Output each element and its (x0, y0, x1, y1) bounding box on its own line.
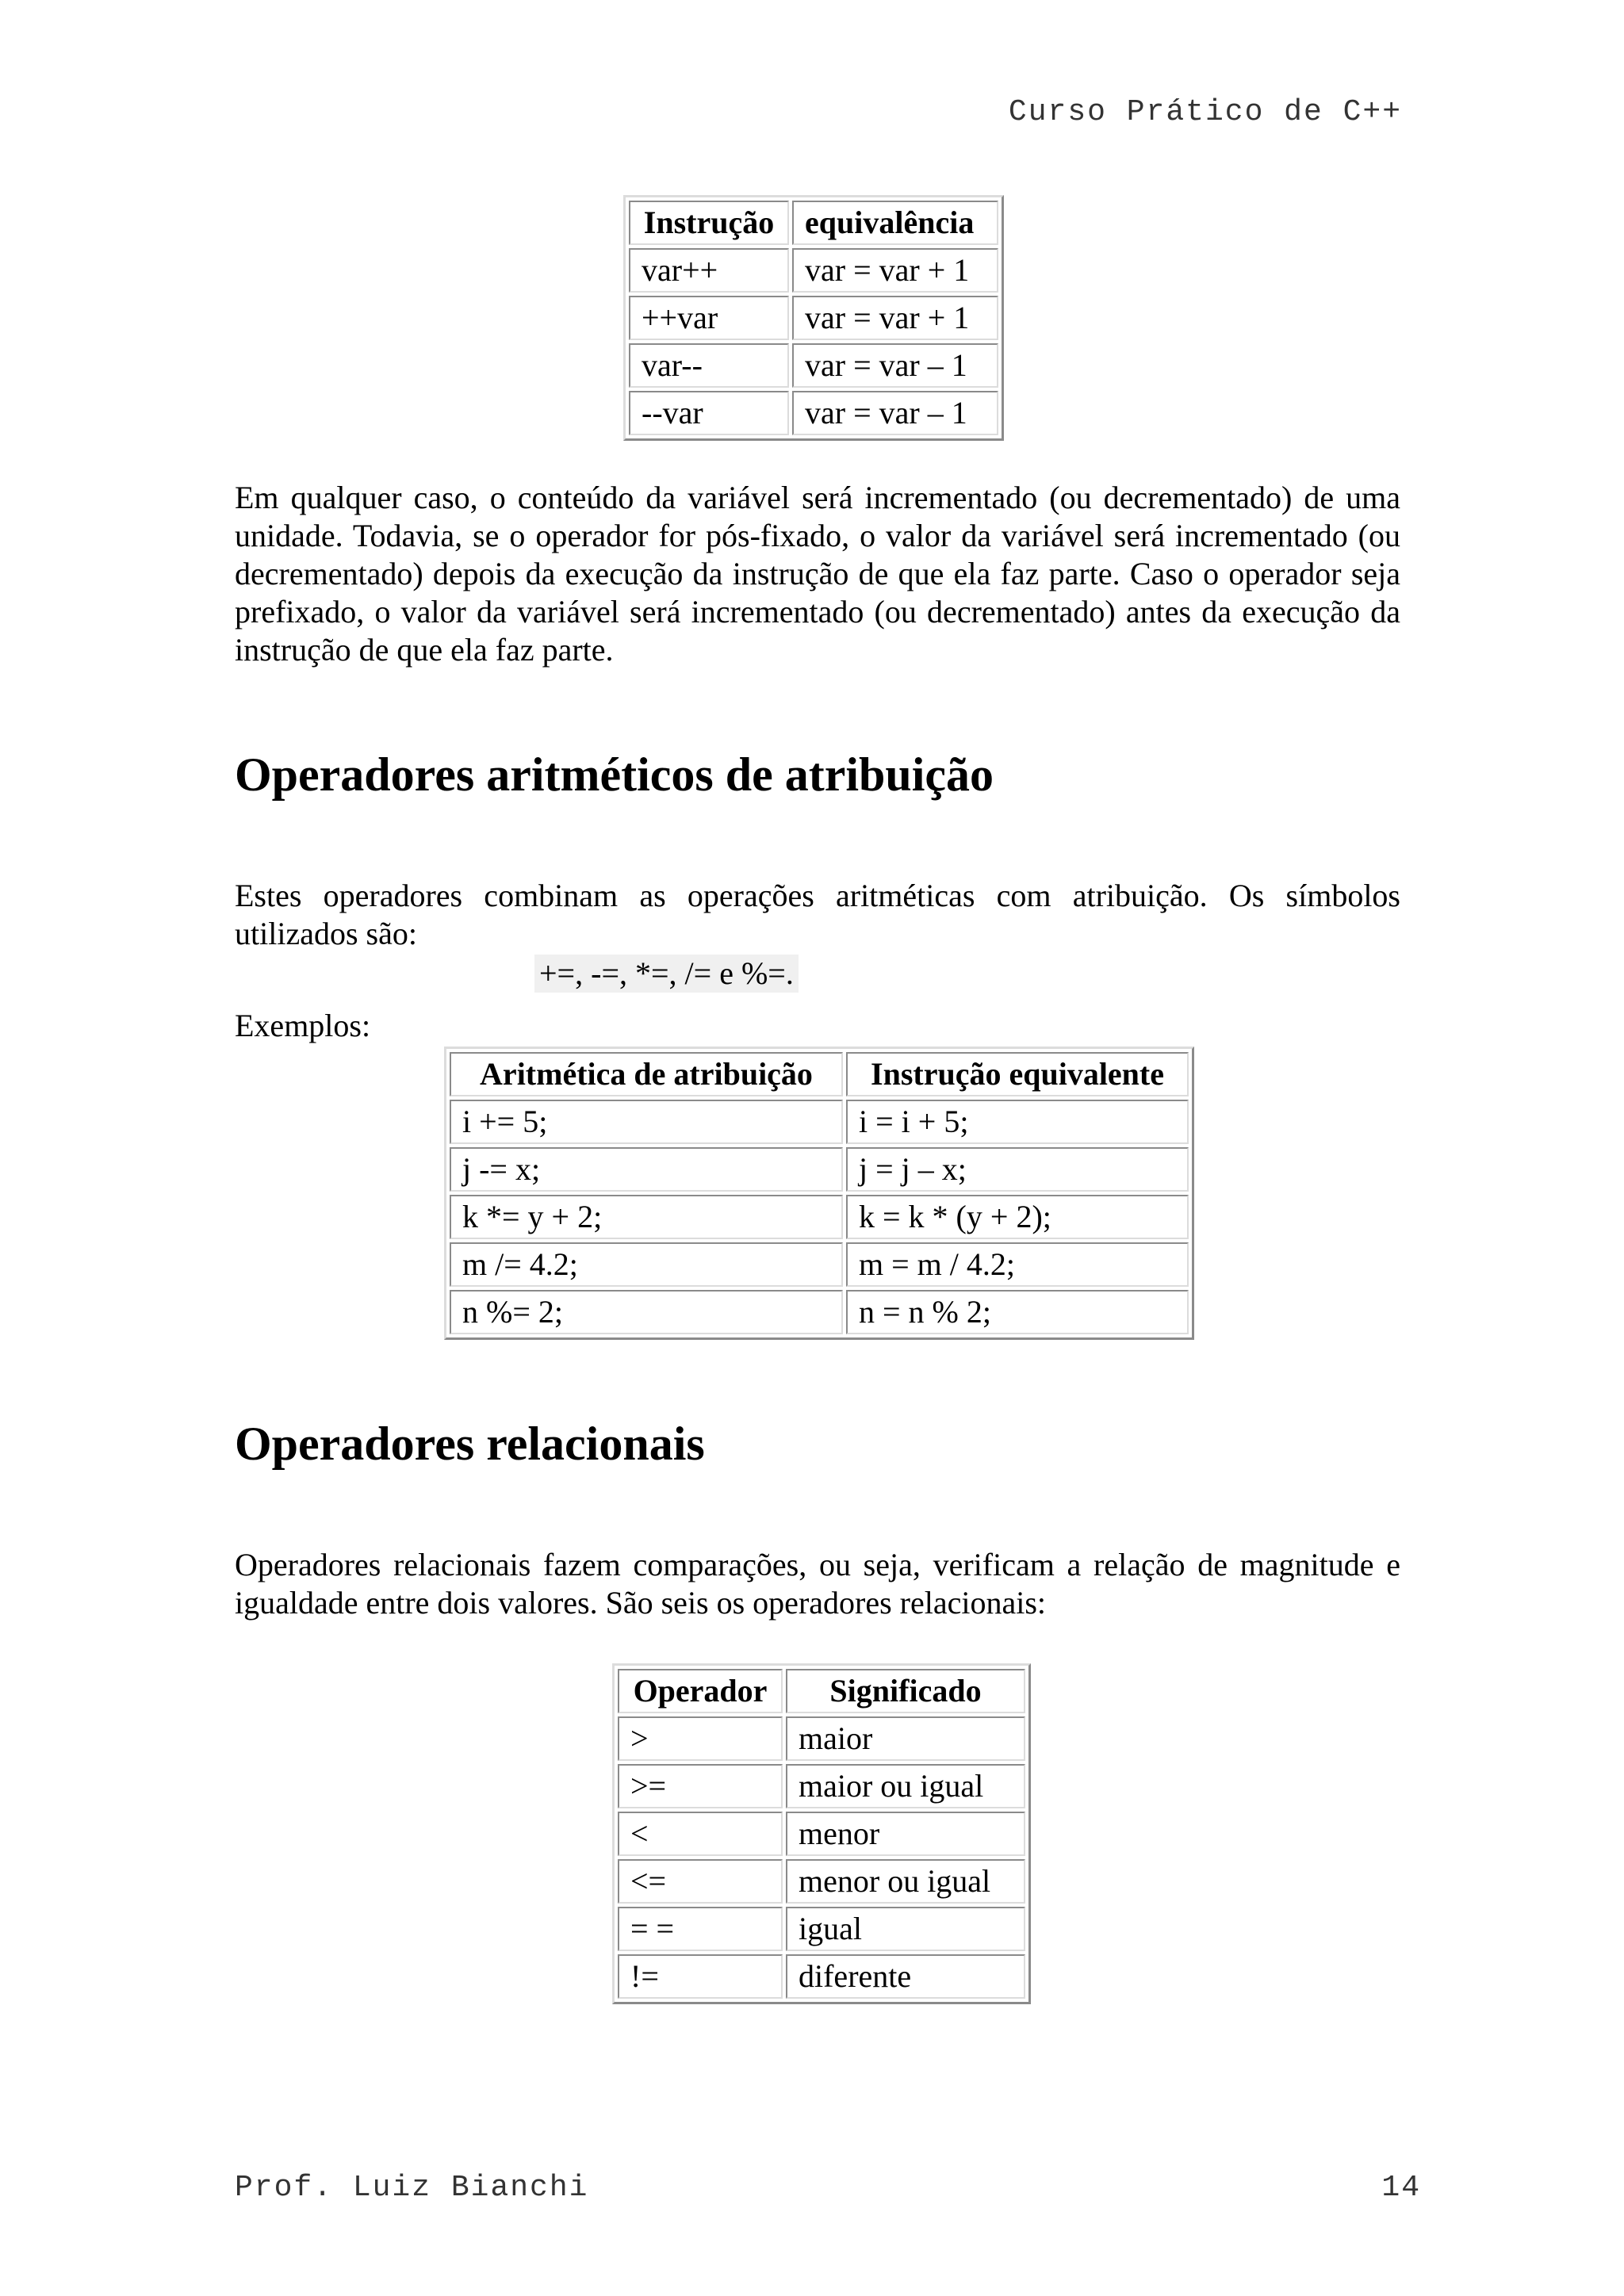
table-cell: var-- (629, 343, 789, 388)
table-header-cell: equivalência (792, 201, 998, 245)
table-cell: var = var + 1 (792, 296, 998, 340)
table-row (618, 1764, 1025, 1808)
table-cell: j = j – x; (846, 1147, 1189, 1192)
table-cell: <= (618, 1859, 783, 1904)
table-cell: var = var – 1 (792, 343, 998, 388)
table-cell: --var (629, 391, 789, 435)
table-row (618, 1859, 1025, 1904)
table-row (450, 1242, 1189, 1287)
table-cell: menor (786, 1812, 1025, 1856)
table-row (450, 1290, 1189, 1334)
section-title-arithmetic-assignment: Operadores aritméticos de atribuição (235, 748, 994, 801)
relational-operators-table (612, 1663, 1031, 2004)
increment-table (623, 195, 1004, 441)
page-number: 14 (1381, 2171, 1421, 2205)
table-cell: j -= x; (450, 1147, 843, 1192)
paragraph-relational-intro: Operadores relacionais fazem comparações, ou seja, verificam a relação de magnitude e igualdade entre dois valores. São seis os operadores relacionais: (235, 1547, 1400, 1621)
table-row (450, 1195, 1189, 1239)
table-cell: m /= 4.2; (450, 1242, 843, 1287)
paragraph-increment-explanation: Em qualquer caso, o conteúdo da variável será incrementado (ou decrementado) de uma unidade. Todavia, se o operador for pós-fixado, o valor da variável será incrementado (ou decrementado) depois da execução da instrução de que ela faz parte. Caso o operador seja prefixado, o valor da variável será incrementado (ou decrementado) antes da execução da instrução de que ela faz parte. (235, 480, 1400, 668)
paragraph-arithmetic-intro: Estes operadores combinam as operações aritméticas com atribuição. Os símbolos utilizados são: (235, 878, 1400, 951)
examples-label: Exemplos: (235, 1008, 371, 1043)
table-row (629, 391, 998, 435)
table-header-cell: Aritmética de atribuição (450, 1052, 843, 1096)
table-row (629, 248, 998, 293)
table-cell: var++ (629, 248, 789, 293)
table-row (629, 343, 998, 388)
table-header-cell: Instrução (629, 201, 789, 245)
table-cell: k = k * (y + 2); (846, 1195, 1189, 1239)
table-cell: != (618, 1954, 783, 1999)
table-row (618, 1907, 1025, 1951)
arithmetic-assignment-table (444, 1047, 1194, 1340)
table-cell: var = var + 1 (792, 248, 998, 293)
table-cell: >= (618, 1764, 783, 1808)
section-title-relational: Operadores relacionais (235, 1418, 705, 1470)
table-header-row (450, 1052, 1189, 1096)
table-row (629, 296, 998, 340)
table-header-cell: Significado (786, 1669, 1025, 1713)
table-cell: n %= 2; (450, 1290, 843, 1334)
table-row (618, 1716, 1025, 1761)
table-cell: < (618, 1812, 783, 1856)
table-row (450, 1100, 1189, 1144)
table-cell: maior (786, 1716, 1025, 1761)
table-cell: k *= y + 2; (450, 1195, 843, 1239)
table-cell: m = m / 4.2; (846, 1242, 1189, 1287)
assignment-symbols: +=, -=, *=, /= e %=. (534, 955, 799, 993)
table-row (618, 1812, 1025, 1856)
table-header-row (629, 201, 998, 245)
table-header-cell: Instrução equivalente (846, 1052, 1189, 1096)
table-cell: > (618, 1716, 783, 1761)
table-row (450, 1147, 1189, 1192)
table-cell: diferente (786, 1954, 1025, 1999)
table-cell: = = (618, 1907, 783, 1951)
table-cell: n = n % 2; (846, 1290, 1189, 1334)
page-footer-author: Prof. Luiz Bianchi (235, 2171, 589, 2205)
table-cell: ++var (629, 296, 789, 340)
table-row (618, 1954, 1025, 1999)
page-header-title: Curso Prático de C++ (1008, 95, 1402, 129)
table-cell: i += 5; (450, 1100, 843, 1144)
table-cell: var = var – 1 (792, 391, 998, 435)
table-cell: menor ou igual (786, 1859, 1025, 1904)
table-cell: igual (786, 1907, 1025, 1951)
table-header-row (618, 1669, 1025, 1713)
table-cell: i = i + 5; (846, 1100, 1189, 1144)
table-cell: maior ou igual (786, 1764, 1025, 1808)
table-header-cell: Operador (618, 1669, 783, 1713)
